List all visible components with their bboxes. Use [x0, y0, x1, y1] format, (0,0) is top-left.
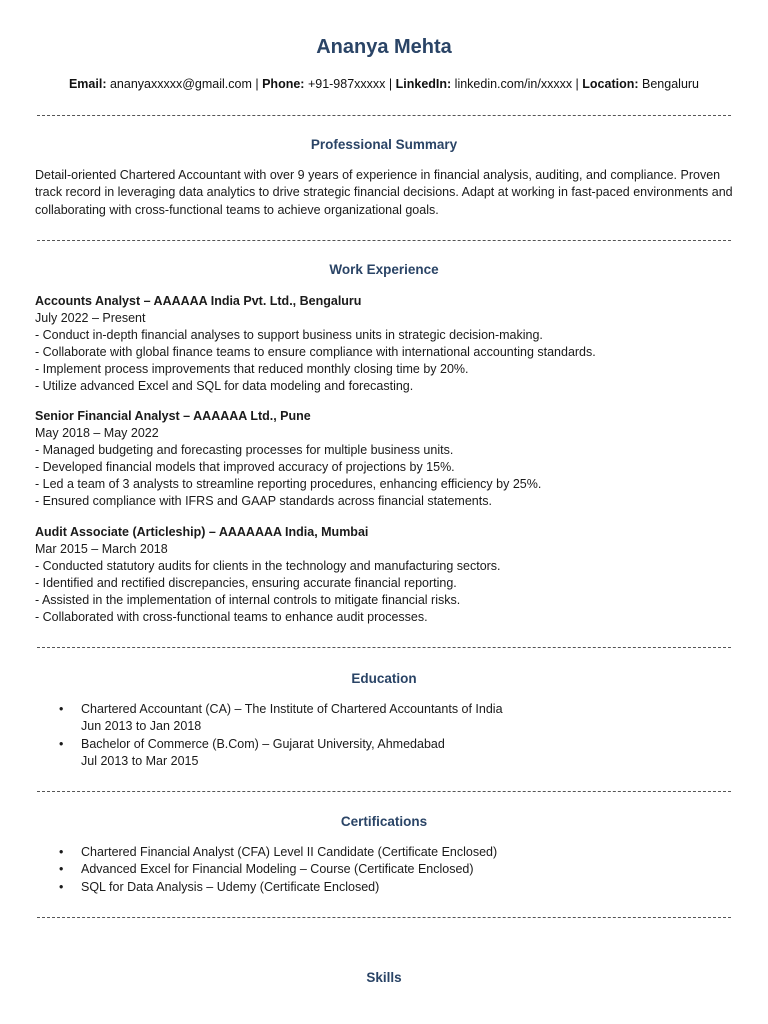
email-label: Email: — [68, 77, 107, 91]
job-dates: Mar 2015 – March 2018 — [35, 542, 168, 557]
certifications-heading: Certifications — [340, 814, 428, 829]
summary-heading: Professional Summary — [310, 137, 458, 152]
job-bullet: - Assisted in the implementation of internal controls to mitigate financial risks. — [35, 593, 461, 608]
certification-text: Advanced Excel for Financial Modeling – Course (Certificate Enclosed) — [81, 862, 474, 877]
job-bullet: - Identified and rectified discrepancies, ensuring accurate financial reporting. — [35, 576, 457, 591]
linkedin-value: linkedin.com/in/xxxxx — [454, 77, 573, 91]
section-divider — [37, 115, 731, 116]
job-bullet: - Ensured compliance with IFRS and GAAP standards across financial statements. — [35, 494, 492, 509]
section-divider — [37, 647, 731, 648]
job-bullet: - Conduct in-depth financial analyses to support business units in strategic decision-making. — [35, 328, 543, 343]
certification-item — [0, 861, 768, 878]
skills-heading: Skills — [366, 970, 402, 985]
job-bullet: - Collaborated with cross-functional teams to enhance audit processes. — [35, 610, 428, 625]
education-heading: Education — [351, 671, 417, 686]
certifications-list — [0, 844, 768, 896]
job-title: Accounts Analyst – AAAAAA India Pvt. Ltd., Bengaluru — [35, 294, 362, 308]
experience-heading: Work Experience — [329, 262, 439, 277]
certification-text: Chartered Financial Analyst (CFA) Level II Candidate (Certificate Enclosed) — [81, 845, 498, 859]
certification-item — [0, 844, 768, 861]
job-bullet: - Conducted statutory audits for clients in the technology and manufacturing sectors. — [35, 559, 501, 574]
education-item — [0, 701, 768, 736]
education-item — [0, 736, 768, 771]
bullet-dot: • — [59, 845, 64, 859]
separator: | — [251, 77, 263, 91]
phone-value: +91-987xxxxx — [307, 77, 386, 91]
section-divider — [37, 791, 731, 792]
job-entry — [35, 524, 735, 627]
education-list — [0, 701, 768, 770]
phone-label: Phone: — [262, 77, 305, 91]
education-dates: Jul 2013 to Mar 2015 — [81, 753, 199, 768]
location-label: Location: — [582, 77, 639, 91]
bullet-dot: • — [59, 736, 64, 751]
location-value: Bengaluru — [642, 77, 700, 91]
linkedin-label: LinkedIn: — [395, 77, 452, 91]
email-value: ananyaxxxxx@gmail.com — [109, 77, 252, 91]
bullet-dot: • — [59, 879, 64, 894]
job-dates: May 2018 – May 2022 — [35, 426, 159, 441]
candidate-name: Ananya Mehta — [316, 36, 452, 58]
summary-text: Detail-oriented Chartered Accountant with over 9 years of experience in financial analysis, auditing, and compliance. Proven track record in leveraging data analytics to drive strategic financial decisions. Adapt at working in fast-paced environments and collaborating with cross-functional teams to achieve organizational goals. — [35, 168, 733, 217]
job-title: Audit Associate (Articleship) – AAAAAAA India, Mumbai — [35, 525, 369, 539]
bullet-dot: • — [59, 862, 64, 877]
job-entry — [35, 408, 735, 511]
job-bullet: - Led a team of 3 analysts to streamline reporting procedures, enhancing efficiency by 25%. — [35, 477, 542, 492]
section-divider — [37, 240, 731, 241]
job-dates: July 2022 – Present — [35, 311, 146, 326]
job-entry — [35, 293, 735, 396]
bullet-dot: • — [59, 702, 64, 716]
job-bullet: - Collaborate with global finance teams to ensure compliance with international accounting standards. — [35, 345, 596, 360]
job-title: Senior Financial Analyst – AAAAAA Ltd., Pune — [35, 409, 311, 423]
education-dates: Jun 2013 to Jan 2018 — [81, 719, 202, 734]
job-bullet: - Implement process improvements that reduced monthly closing time by 20%. — [35, 362, 469, 377]
certification-text: SQL for Data Analysis – Udemy (Certificate Enclosed) — [81, 879, 380, 894]
separator: | — [572, 77, 583, 91]
contact-line — [0, 77, 768, 91]
section-divider — [37, 917, 731, 918]
separator: | — [385, 77, 396, 91]
job-bullet: - Managed budgeting and forecasting processes for multiple business units. — [35, 443, 454, 458]
job-bullet: - Utilize advanced Excel and SQL for data modeling and forecasting. — [35, 379, 414, 394]
job-bullet: - Developed financial models that improved accuracy of projections by 15%. — [35, 460, 455, 475]
education-degree: Chartered Accountant (CA) – The Institute of Chartered Accountants of India — [81, 702, 503, 716]
certification-item — [0, 879, 768, 896]
education-degree: Bachelor of Commerce (B.Com) – Gujarat University, Ahmedabad — [81, 736, 445, 751]
